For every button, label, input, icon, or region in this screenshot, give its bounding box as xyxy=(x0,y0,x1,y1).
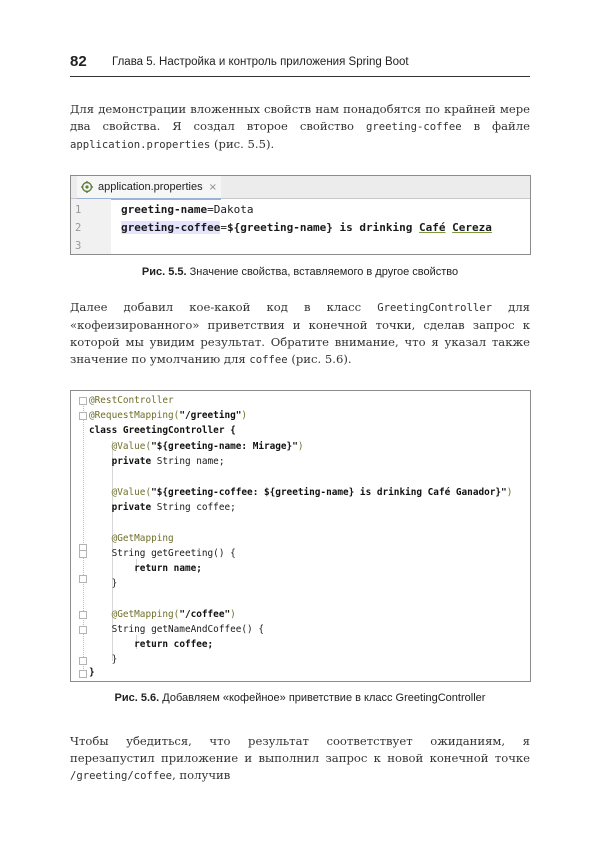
annotation: ) xyxy=(297,441,304,452)
code-line: String getNameAndCoffee() { xyxy=(89,624,264,635)
equals-sign: = xyxy=(207,203,214,216)
property-key: greeting-coffee xyxy=(121,221,221,234)
code-line xyxy=(89,456,224,467)
code-line: } xyxy=(89,578,118,589)
code-line: } xyxy=(89,667,95,678)
placeholder-reference: ${greeting-name} xyxy=(226,221,333,234)
figure-5-6-code xyxy=(70,390,531,682)
string-literal: "${greeting-name: Mirage}" xyxy=(151,441,298,452)
text: , получив xyxy=(172,768,231,782)
code-line: @RestController xyxy=(89,395,174,406)
fold-marker-icon[interactable] xyxy=(79,575,87,583)
annotation: @RequestMapping( xyxy=(89,410,180,421)
fold-marker-icon[interactable] xyxy=(79,412,87,420)
return-value: name; xyxy=(168,563,202,574)
fold-marker-icon[interactable] xyxy=(79,611,87,619)
line-number: 3 xyxy=(75,240,82,252)
properties-gear-icon xyxy=(81,181,93,193)
field-declaration: String coffee; xyxy=(151,502,236,513)
figure-5-5-caption xyxy=(70,266,530,278)
chapter-title: Глава 5. Настройка и контроль приложения Spring Boot xyxy=(112,56,409,68)
annotation: @Value( xyxy=(89,487,152,498)
text: Для демонстрации вложенных свойств нам понадобятся по крайней мере два свойства. Я создал второе свойство xyxy=(70,102,530,133)
code-line xyxy=(89,487,512,498)
text: для «кофеизированного» приветствия и конечной точки, сделав запрос к которой мы увидим результат. Обратите внимание, что я указал также значение по умолчанию для xyxy=(70,300,530,366)
annotation: ) xyxy=(506,487,513,498)
keyword: return xyxy=(89,563,169,574)
text: Чтобы убедиться, что результат соответствует ожиданиям, я перезапустил приложение и выполнил запрос к новой конечной точке xyxy=(70,734,530,765)
code-line: String getGreeting() { xyxy=(89,548,236,559)
running-header xyxy=(70,50,530,77)
annotation: @GetMapping( xyxy=(89,609,180,620)
inline-code: greeting-coffee xyxy=(365,121,462,133)
annotation: @Value( xyxy=(89,441,152,452)
property-key: greeting-name xyxy=(121,203,208,216)
string-literal: "/greeting" xyxy=(179,410,242,421)
caption-text: Добавляем «кофейное» приветствие в класс GreetingController xyxy=(159,692,486,704)
fold-marker-icon[interactable] xyxy=(79,626,87,634)
fold-marker-icon[interactable] xyxy=(79,397,87,405)
paragraph-intro xyxy=(70,101,530,154)
close-icon[interactable]: × xyxy=(208,181,217,193)
field-declaration: String name; xyxy=(151,456,225,467)
inline-code: application.properties xyxy=(70,139,211,151)
fold-marker-icon[interactable] xyxy=(79,670,87,678)
property-value: Dakota xyxy=(213,203,254,216)
equals-sign: = xyxy=(220,221,227,234)
annotation: ) xyxy=(230,609,236,620)
string-literal: "/coffee" xyxy=(179,609,231,620)
class-declaration: GreetingController { xyxy=(117,425,236,436)
line-number-gutter xyxy=(71,199,111,254)
text: (рис. 5.6). xyxy=(287,352,352,366)
text: Далее добавил кое-какой код в класс xyxy=(70,300,378,314)
code-line: @GetMapping xyxy=(89,533,174,544)
figure-5-6-caption xyxy=(70,692,530,704)
code-line xyxy=(89,425,236,436)
inline-code: /greeting/coffee xyxy=(70,770,173,782)
paragraph-controller xyxy=(70,299,530,369)
editor-tab-bar xyxy=(71,176,530,199)
keyword: private xyxy=(89,456,152,467)
caption-text: Значение свойства, вставляемого в другое свойство xyxy=(186,266,459,278)
keyword: class xyxy=(89,425,118,436)
property-value: Café xyxy=(419,221,446,234)
code-line xyxy=(89,502,236,513)
property-value: Cereza xyxy=(452,221,492,234)
figure-5-5-editor xyxy=(70,175,531,255)
code-line xyxy=(89,609,236,620)
return-value: coffee; xyxy=(168,639,214,650)
property-value: is drinking xyxy=(332,221,420,234)
caption-label: Рис. 5.6. xyxy=(114,692,160,704)
page-number: 82 xyxy=(70,53,87,70)
line-number: 2 xyxy=(75,222,82,234)
code-line xyxy=(89,441,304,452)
fold-marker-icon[interactable] xyxy=(79,550,87,558)
inline-code: coffee xyxy=(249,354,288,366)
tab-label: application.properties xyxy=(98,181,203,193)
keyword: return xyxy=(89,639,169,650)
string-literal: "${greeting-coffee: ${greeting-name} is drinking Café Ganador}" xyxy=(151,487,507,498)
inline-code: GreetingController xyxy=(377,302,493,314)
code-line-2 xyxy=(121,221,492,234)
fold-marker-icon[interactable] xyxy=(79,657,87,665)
line-number: 1 xyxy=(75,204,82,216)
paragraph-verify xyxy=(70,733,530,785)
code-line xyxy=(89,563,202,574)
code-line xyxy=(89,639,213,650)
text: (рис. 5.5). xyxy=(210,137,275,151)
code-line xyxy=(89,410,247,421)
text: в файле xyxy=(461,119,530,133)
keyword: private xyxy=(89,502,152,513)
annotation: ) xyxy=(241,410,248,421)
code-line-1 xyxy=(121,203,253,216)
caption-label: Рис. 5.5. xyxy=(141,266,187,278)
code-line: } xyxy=(89,654,118,665)
tab-application-properties[interactable] xyxy=(77,176,221,200)
